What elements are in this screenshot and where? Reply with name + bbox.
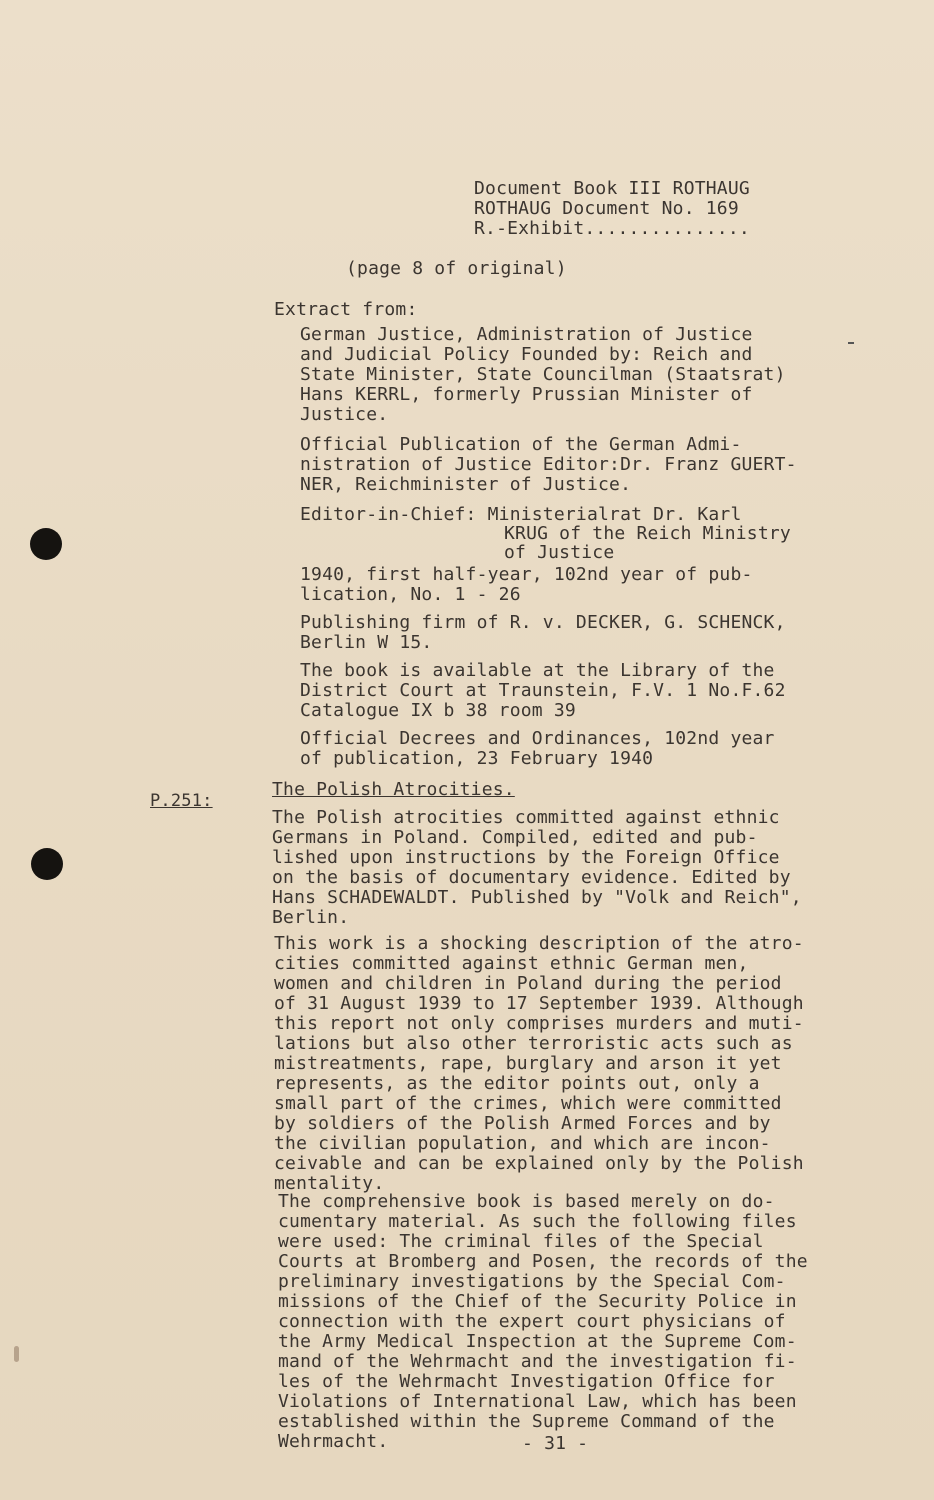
body-line: established within the Supreme Command of the (278, 1411, 775, 1432)
margin-stain (14, 1346, 19, 1362)
page-note: (page 8 of original) (346, 258, 567, 279)
citation-line: and Judicial Policy Founded by: Reich and (300, 344, 753, 365)
body-line: Germans in Poland. Compiled, edited and pub- (272, 827, 758, 848)
body-line: cumentary material. As such the following files (278, 1211, 797, 1232)
body-line: Wehrmacht. (278, 1431, 389, 1452)
body-line: cities committed against ethnic German men, (274, 953, 749, 974)
page-number: - 31 - (522, 1433, 589, 1454)
body-line: lations but also other terroristic acts such as (274, 1033, 793, 1054)
citation-line: KRUG of the Reich Ministry (504, 523, 791, 544)
body-line: Violations of International Law, which has been (278, 1391, 797, 1412)
citation-line: of publication, 23 February 1940 (300, 748, 654, 769)
body-line: this report not only comprises murders and muti- (274, 1013, 804, 1034)
citation-line: Catalogue IX b 38 room 39 (300, 700, 576, 721)
citation-line: Hans KERRL, formerly Prussian Minister of (300, 384, 753, 405)
margin-dash (848, 342, 854, 344)
citation-line: State Minister, State Councilman (Staatsrat) (300, 364, 786, 385)
citation-line: Official Decrees and Ordinances, 102nd year (300, 728, 775, 749)
citation-line: nistration of Justice Editor:Dr. Franz GUERT- (300, 454, 797, 475)
body-line: The Polish atrocities committed against ethnic (272, 807, 780, 828)
citation-line: Official Publication of the German Admi- (300, 434, 742, 455)
body-line: mentality. (274, 1173, 385, 1194)
body-line: preliminary investigations by the Special Com- (278, 1271, 786, 1292)
citation-line: District Court at Traunstein, F.V. 1 No.F.62 (300, 680, 786, 701)
body-line: the Army Medical Inspection at the Supreme Com- (278, 1331, 797, 1352)
body-line: This work is a shocking description of the atro- (274, 933, 804, 954)
body-line: Hans SCHADEWALDT. Published by "Volk and Reich", (272, 887, 802, 908)
citation-line: lication, No. 1 - 26 (300, 584, 521, 605)
citation-line: Justice. (300, 404, 389, 425)
body-line: small part of the crimes, which were committed (274, 1093, 782, 1114)
body-line: mand of the Wehrmacht and the investigation fi- (278, 1351, 797, 1372)
citation-line: 1940, first half-year, 102nd year of pub- (300, 564, 753, 585)
body-line: mistreatments, rape, burglary and arson it yet (274, 1053, 782, 1074)
body-line: were used: The criminal files of the Special (278, 1231, 764, 1252)
body-line: the civilian population, and which are incon- (274, 1133, 771, 1154)
citation-line: of Justice (504, 542, 615, 563)
body-line: Courts at Bromberg and Posen, the records of the (278, 1251, 808, 1272)
citation-line: Publishing firm of R. v. DECKER, G. SCHENCK, (300, 612, 786, 633)
extract-label: Extract from: (274, 299, 418, 320)
header-exhibit: R.-Exhibit............... (474, 218, 750, 239)
punch-hole-bottom (31, 848, 63, 880)
body-line: les of the Wehrmacht Investigation Office for (278, 1371, 775, 1392)
body-line: women and children in Poland during the period (274, 973, 782, 994)
body-line: lished upon instructions by the Foreign Office (272, 847, 780, 868)
punch-hole-top (30, 528, 62, 560)
citation-line: German Justice, Administration of Justice (300, 324, 753, 345)
body-line: connection with the expert court physicians of (278, 1311, 786, 1332)
body-line: by soldiers of the Polish Armed Forces and by (274, 1113, 771, 1134)
body-line: Berlin. (272, 907, 350, 928)
body-line: on the basis of documentary evidence. Edited by (272, 867, 791, 888)
body-line: ceivable and can be explained only by the Polish (274, 1153, 804, 1174)
header-document-book: Document Book III ROTHAUG (474, 178, 750, 199)
body-line: represents, as the editor points out, only a (274, 1073, 760, 1094)
margin-page-reference: P.251: (150, 791, 213, 811)
section-title: The Polish Atrocities. (272, 779, 515, 800)
citation-line: Berlin W 15. (300, 632, 433, 653)
body-line: of 31 August 1939 to 17 September 1939. Although (274, 993, 804, 1014)
citation-line: The book is available at the Library of the (300, 660, 775, 681)
citation-line: Editor-in-Chief: Ministerialrat Dr. Karl (300, 504, 742, 525)
body-line: missions of the Chief of the Security Police in (278, 1291, 797, 1312)
citation-line: NER, Reichminister of Justice. (300, 474, 632, 495)
body-line: The comprehensive book is based merely on do- (278, 1191, 775, 1212)
header-document-number: ROTHAUG Document No. 169 (474, 198, 739, 219)
